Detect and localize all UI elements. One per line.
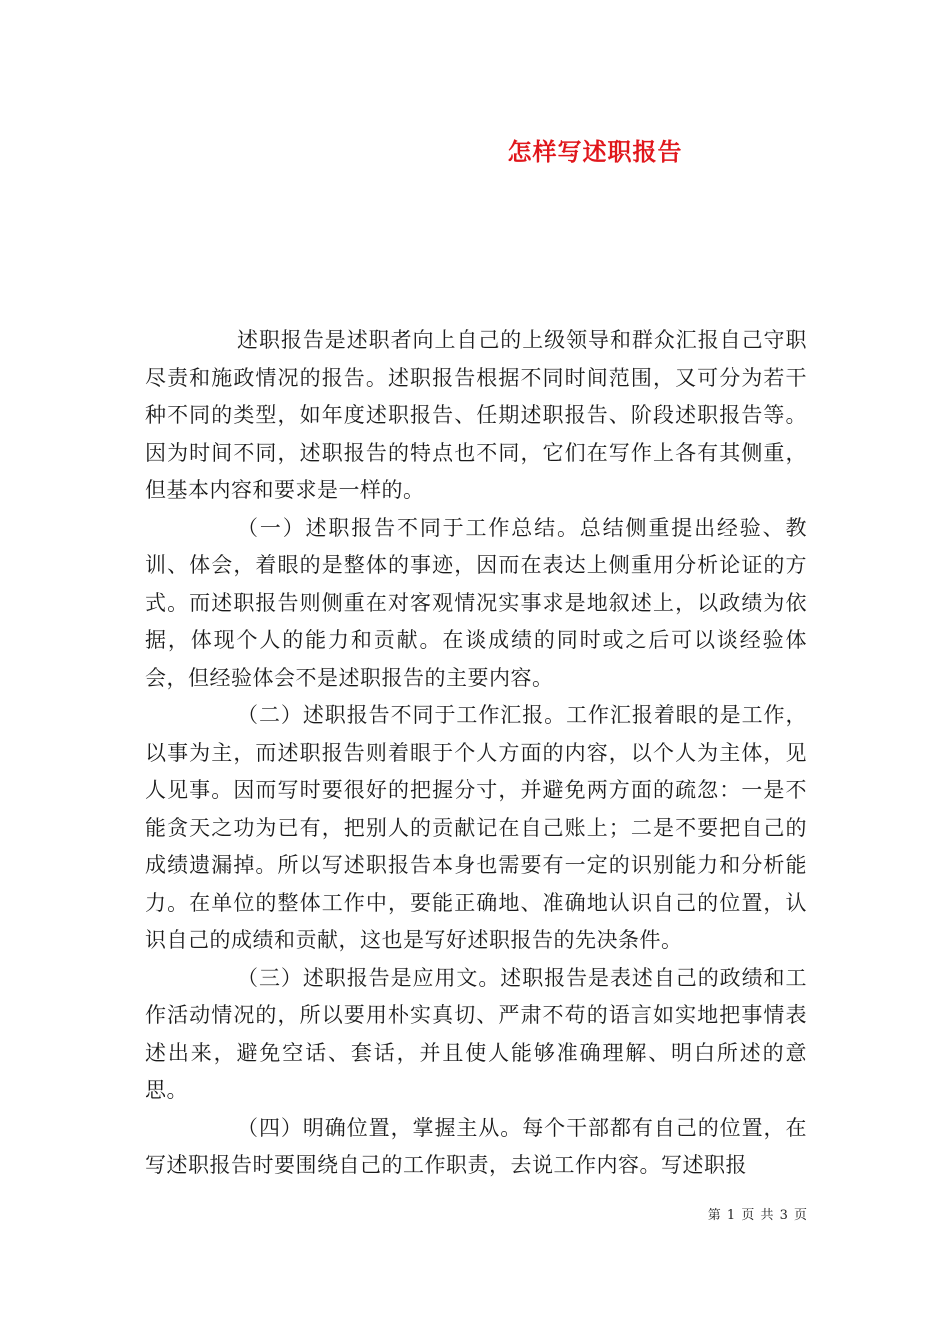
paragraph: （二）述职报告不同于工作汇报。工作汇报着眼的是工作，以事为主，而述职报告则着眼于个人方面的内容，以个人为主体，见人见事。因而写时要很好的把握分寸，并避免两方面的疏忽：一是不能贪天之功为已有，把别人的贡献记在自己账上；二是不要把自己的成绩遗漏掉。所以写述职报告本身也需要有一定的识别能力和分析能力。在单位的整体工作中，要能正确地、准确地认识自己的位置，认识自己的成绩和贡献，这也是写好述职报告的先决条件。	[145, 703, 807, 952]
document-body	[145, 322, 807, 1185]
paragraph: 述职报告是述职者向上自己的上级领导和群众汇报自己守职尽责和施政情况的报告。述职报告根据不同时间范围，又可分为若干种不同的类型，如年度述职报告、任期述职报告、阶段述职报告等。因为时间不同，述职报告的特点也不同，它们在写作上各有其侧重，但基本内容和要求是一样的。	[145, 328, 807, 502]
paragraph: （一）述职报告不同于工作总结。总结侧重提出经验、教训、体会，着眼的是整体的事迹，因而在表达上侧重用分析论证的方式。而述职报告则侧重在对客观情况实事求是地叙述上，以政绩为依据，体现个人的能力和贡献。在谈成绩的同时或之后可以谈经验体会，但经验体会不是述职报告的主要内容。	[145, 515, 807, 690]
document-title: 怎样写述职报告	[507, 137, 683, 166]
page-number-footer: 第 1 页 共 3 页	[707, 1208, 808, 1223]
paragraph: （三）述职报告是应用文。述职报告是表述自己的政绩和工作活动情况的，所以要用朴实真切、严肃不苟的语言如实地把事情表述出来，避免空话、套话，并且使人能够准确理解、明白所述的意思。	[145, 965, 807, 1102]
paragraph: （四）明确位置，掌握主从。每个干部都有自己的位置，在写述职报告时要围绕自己的工作职责，去说工作内容。写述职报	[145, 1115, 807, 1177]
